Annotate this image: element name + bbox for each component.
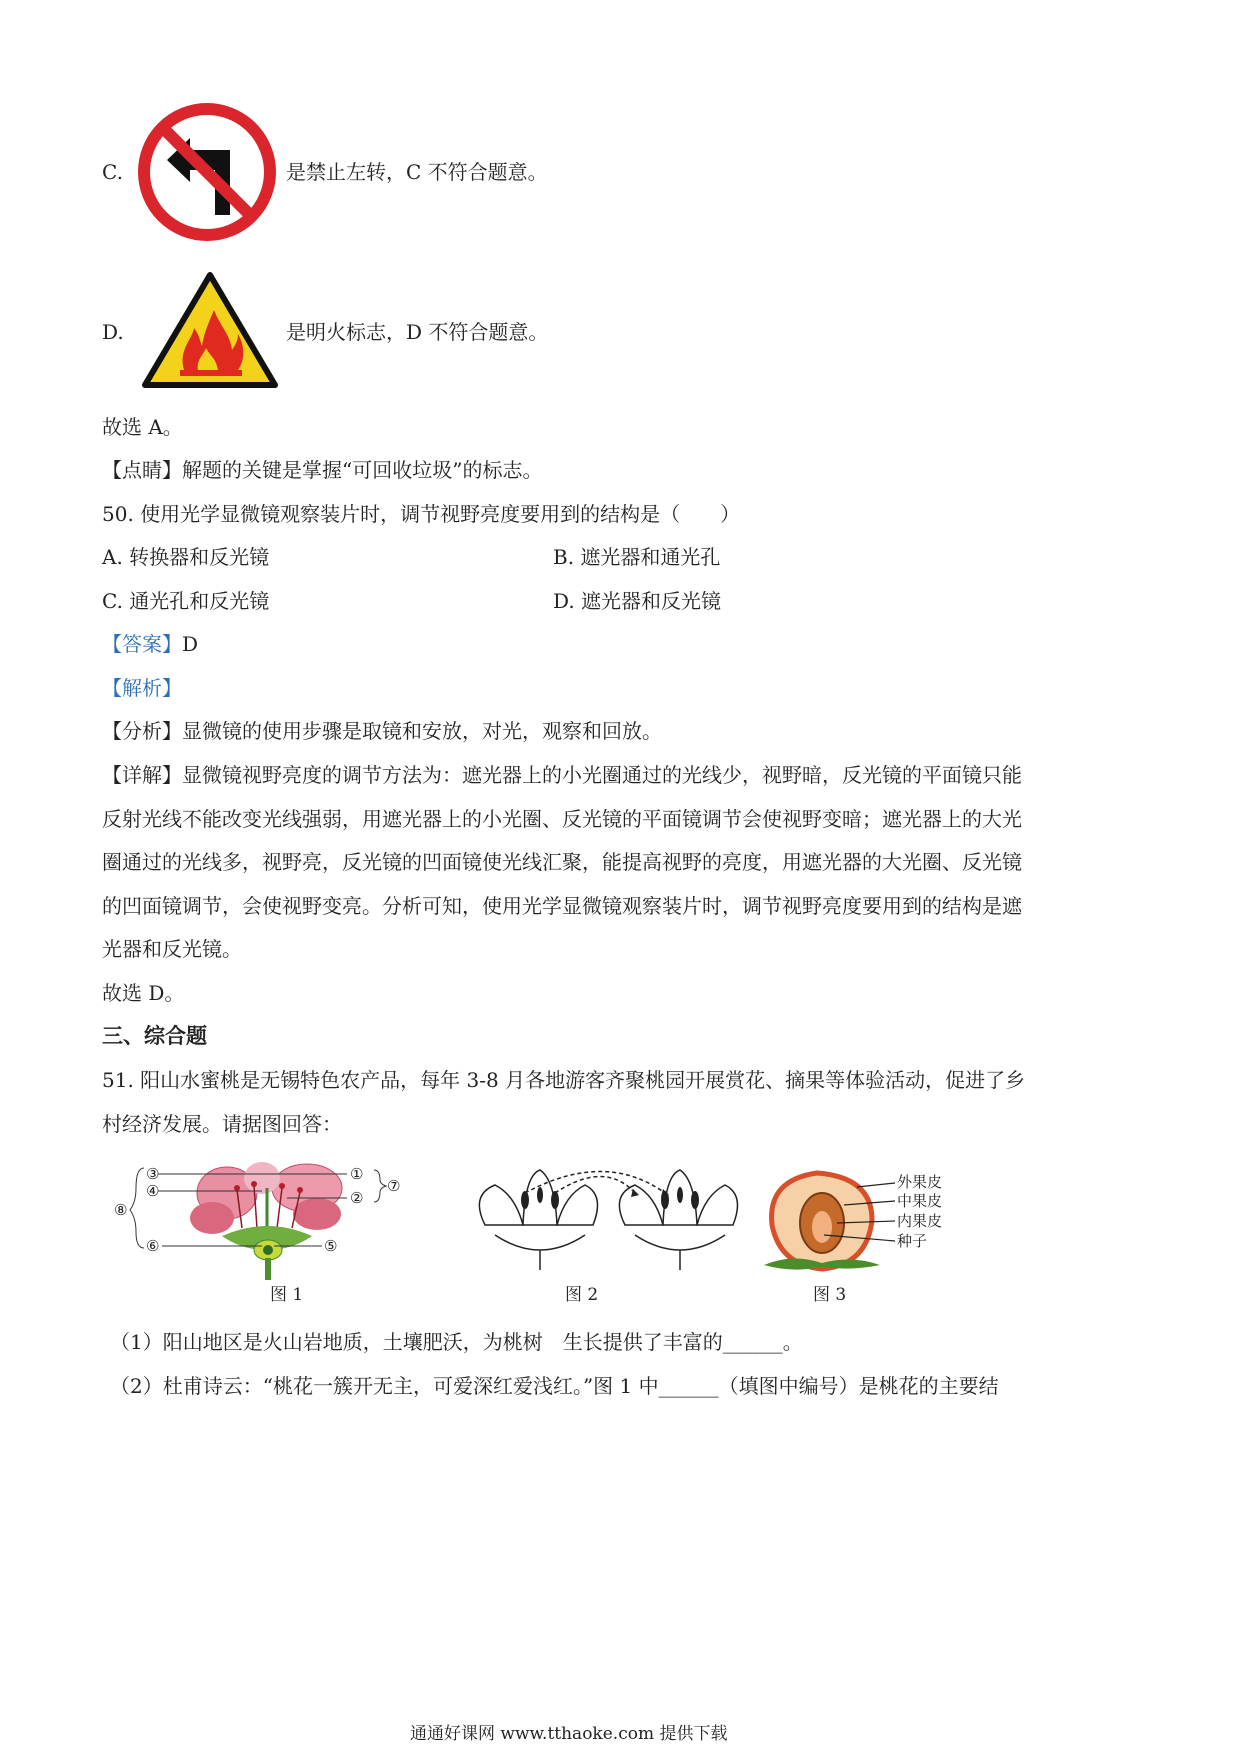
figure-3-peach-fruit-diagram <box>762 1165 962 1275</box>
option-c-text: 是禁止左转，C 不符合题意。 <box>286 160 548 184</box>
q50-option-d: D. 遮光器和反光镜 <box>553 589 722 613</box>
option-c-letter: C. <box>102 160 123 184</box>
q50-option-c: C. 通光孔和反光镜 <box>102 589 270 613</box>
q50-stem: 50. 使用光学显微镜观察装片时，调节视野亮度要用到的结构是（ ） <box>102 502 741 526</box>
figure-1-caption: 图 1 <box>270 1285 304 1305</box>
fig3-label-seed: 种子 <box>897 1232 928 1250</box>
fire-warning-sign-icon <box>140 270 280 390</box>
figure-2-caption: 图 2 <box>565 1285 599 1305</box>
answer-value: D <box>182 632 199 656</box>
section-title: 三、综合题 <box>102 1023 207 1048</box>
previous-conclusion: 故选 A。 <box>102 415 183 439</box>
fig1-label-7: ⑦ <box>387 1177 401 1195</box>
q51-stem-line-2: 村经济发展。请据图回答： <box>102 1112 342 1136</box>
q50-conclusion: 故选 D。 <box>102 981 185 1005</box>
q50-detail-line-2: 反射光线不能改变光线强弱，用遮光器上的小光圈、反光镜的平面镜调节会使视野变暗；遮光器上的大光 <box>102 807 1022 831</box>
q51-sub-question-2: （2）杜甫诗云：“桃花一簇开无主，可爱深红爱浅红。”图 1 中______（填图中编号）是桃花的主要结 <box>110 1374 999 1398</box>
fig1-label-6: ⑥ <box>146 1237 160 1255</box>
page-footer: 通通好课网 www.tthaoke.com 提供下载 <box>410 1724 728 1744</box>
q51-sub-question-1: （1）阳山地区是火山岩地质，土壤肥沃，为桃树 生长提供了丰富的______。 <box>110 1330 803 1354</box>
option-d-letter: D. <box>102 320 124 344</box>
q51-stem-line-1: 51. 阳山水蜜桃是无锡特色农产品，每年 3-8 月各地游客齐聚桃园开展赏花、摘果等体验活动，促进了乡 <box>102 1068 1026 1092</box>
figure-3-caption: 图 3 <box>813 1285 847 1305</box>
fig3-label-mesocarp: 中果皮 <box>897 1192 943 1210</box>
fig1-label-2: ② <box>350 1189 364 1207</box>
fig1-label-5: ⑤ <box>324 1237 338 1255</box>
fig3-label-endocarp: 内果皮 <box>897 1212 943 1230</box>
figure-2-pollination-diagram <box>465 1155 745 1280</box>
q50-detail-line-4: 的凹面镜调节，会使视野变亮。分析可知，使用光学显微镜观察装片时，调节视野亮度要用到的结构是遮 <box>102 894 1022 918</box>
q50-fenxi: 【分析】显微镜的使用步骤是取镜和安放，对光，观察和回放。 <box>102 719 662 743</box>
fig1-label-4: ④ <box>146 1182 160 1200</box>
q50-detail-line-3: 圈通过的光线多，视野亮，反光镜的凹面镜使光线汇聚，能提高视野的亮度，用遮光器的大光圈、反光镜 <box>102 850 1022 874</box>
fig3-label-exocarp: 外果皮 <box>897 1173 943 1191</box>
fig1-label-8: ⑧ <box>114 1201 128 1219</box>
no-left-turn-sign-icon <box>135 100 280 245</box>
fig1-label-1: ① <box>350 1165 364 1183</box>
previous-comment: 【点睛】解题的关键是掌握“可回收垃圾”的标志。 <box>102 458 543 482</box>
figure-1-flower-diagram <box>112 1158 412 1283</box>
option-d-text: 是明火标志，D 不符合题意。 <box>286 320 549 344</box>
q50-detail-line-5: 光器和反光镜。 <box>102 937 242 961</box>
q50-detail-line-1: 【详解】显微镜视野亮度的调节方法为：遮光器上的小光圈通过的光线少，视野暗，反光镜的平面镜只能 <box>102 763 1022 787</box>
q50-option-a: A. 转换器和反光镜 <box>102 545 270 569</box>
fig1-label-3: ③ <box>146 1165 160 1183</box>
q50-answer <box>102 630 198 658</box>
analysis-label: 【解析】 <box>102 676 182 700</box>
answer-label: 【答案】 <box>102 632 182 656</box>
q50-option-b: B. 遮光器和通光孔 <box>553 545 721 569</box>
